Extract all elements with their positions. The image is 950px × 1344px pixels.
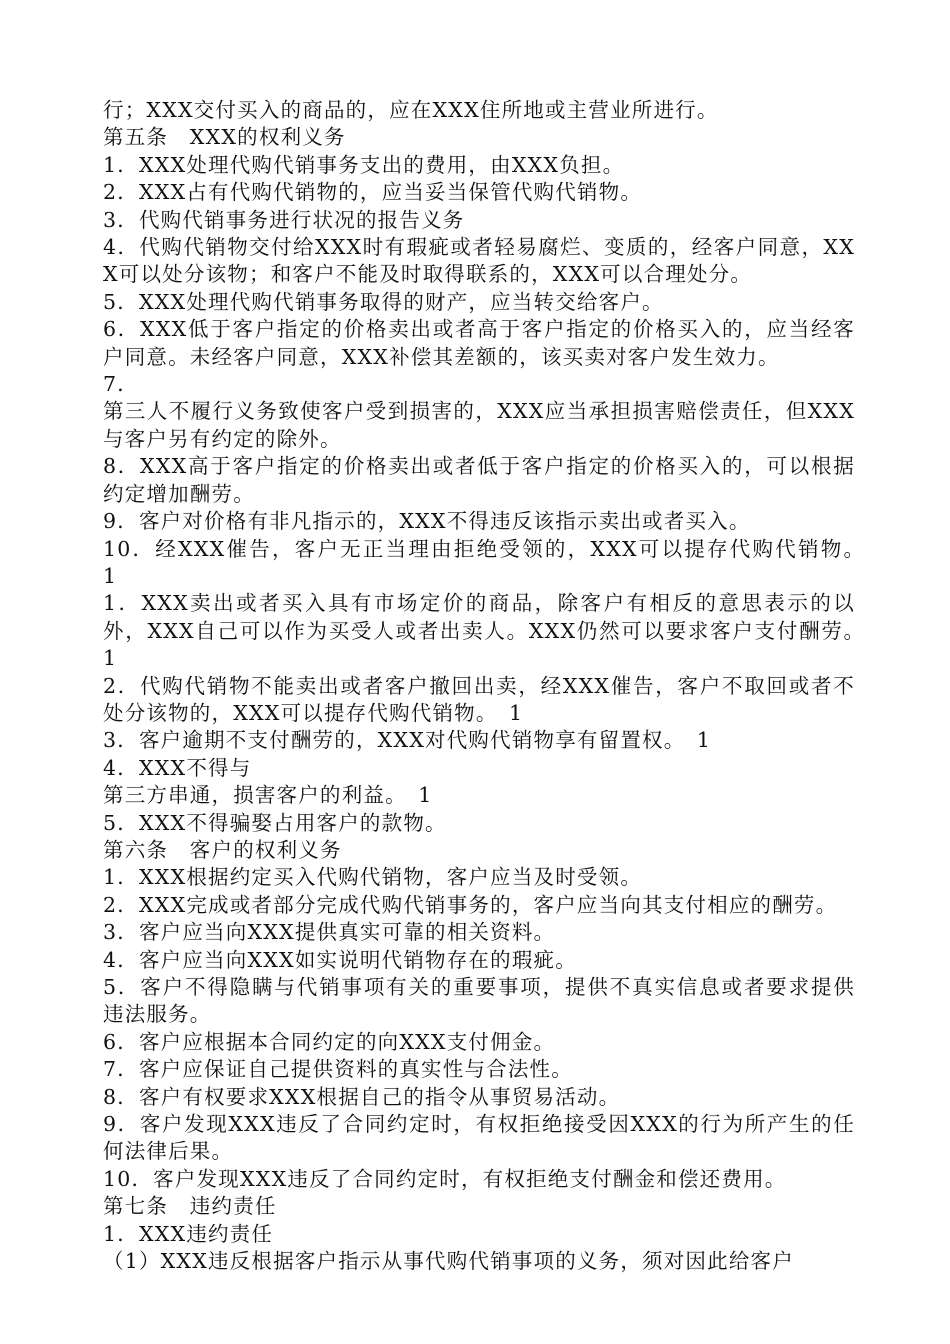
text-line: （1）XXX违反根据客户指示从事代购代销事项的义务，须对因此给客户 [103,1249,794,1274]
text-line: 3．客户逾期不支付酬劳的，XXX对代购代销物享有留置权。 1 [103,728,712,753]
text-paragraph: 2．代购代销物不能卖出或者客户撤回出卖，经XXX催告，客户不取回或者不处分该物的，XXX可以提存代购代销物。 1 [103,673,855,725]
text-line: 行；XXX交付买入的商品的，应在XXX住所地或主营业所进行。 [103,98,719,122]
section-heading-7: 第七条 违约责任 [103,1194,277,1219]
text-line: 6．客户应根据本合同约定的向XXX支付佣金。 [103,1029,556,1054]
text-paragraph: 5．客户不得隐瞒与代销事项有关的重要事项，提供不真实信息或者要求提供违法服务。 [103,975,855,1027]
text-line: 4．XXX不得与 [103,755,252,780]
section-heading-5: 第五条 XXX的权利义务 [103,125,346,150]
text-line: 1．XXX根据约定买入代购代销物，客户应当及时受领。 [103,865,643,890]
text-line: 8．客户有权要求XXX根据自己的指令从事贸易活动。 [103,1084,621,1109]
document-page [103,97,877,1275]
text-line: 3．客户应当向XXX提供真实可靠的相关资料。 [103,920,556,945]
text-paragraph: 8．XXX高于客户指定的价格卖出或者低于客户指定的价格买入的，可以根据约定增加酬劳。 [103,454,855,506]
text-paragraph: 6．XXX低于客户指定的价格卖出或者高于客户指定的价格买入的，应当经客户同意。未经客户同意，XXX补偿其差额的，该买卖对客户发生效力。 [103,317,855,369]
text-line: 4．客户应当向XXX如实说明代销物存在的瑕疵。 [103,947,577,972]
text-paragraph: 10．经XXX催告，客户无正当理由拒绝受领的，XXX可以提存代购代销物。 1 [103,536,877,588]
text-line: 7．客户应保证自己提供资料的真实性与合法性。 [103,1057,573,1082]
text-line: 5．XXX处理代购代销事务取得的财产，应当转交给客户。 [103,289,664,314]
text-line: 10．客户发现XXX违反了合同约定时，有权拒绝支付酬金和偿还费用。 [103,1166,787,1191]
text-paragraph: 第三人不履行义务致使客户受到损害的，XXX应当承担损害赔偿责任，但XXX与客户另有约定的除外。 [103,399,855,451]
text-line: 5．XXX不得骗娶占用客户的款物。 [103,810,447,835]
text-line: 9．客户对价格有非凡指示的，XXX不得违反该指示卖出或者买入。 [103,509,751,534]
text-line: 1．XXX违约责任 [103,1221,274,1246]
text-paragraph: 4．代购代销物交付给XXX时有瑕疵或者轻易腐烂、变质的，经客户同意，XXX可以处分该物；和客户不能及时取得联系的，XXX可以合理处分。 [103,235,855,287]
text-line: 1．XXX处理代购代销事务支出的费用，由XXX负担。 [103,152,625,177]
text-line: 3．代购代销事务进行状况的报告义务 [103,207,465,232]
text-paragraph: 9．客户发现XXX违反了合同约定时，有权拒绝接受因XXX的行为所产生的任何法律后果。 [103,1112,855,1164]
section-heading-6: 第六条 客户的权利义务 [103,837,342,862]
text-line: 第三方串通，损害客户的利益。 1 [103,783,433,808]
text-paragraph: 2．XXX完成或者部分完成代购代销事务的，客户应当向其支付相应的酬劳。 [103,892,838,917]
text-line: 2．XXX占有代购代销物的，应当妥当保管代购代销物。 [103,180,643,205]
text-line: 7． [103,372,139,397]
text-paragraph: 1．XXX卖出或者买入具有市场定价的商品，除客户有相反的意思表示的以外，XXX自己可以作为买受人或者出卖人。XXX仍然可以要求客户支付酬劳。 1 [103,591,877,671]
